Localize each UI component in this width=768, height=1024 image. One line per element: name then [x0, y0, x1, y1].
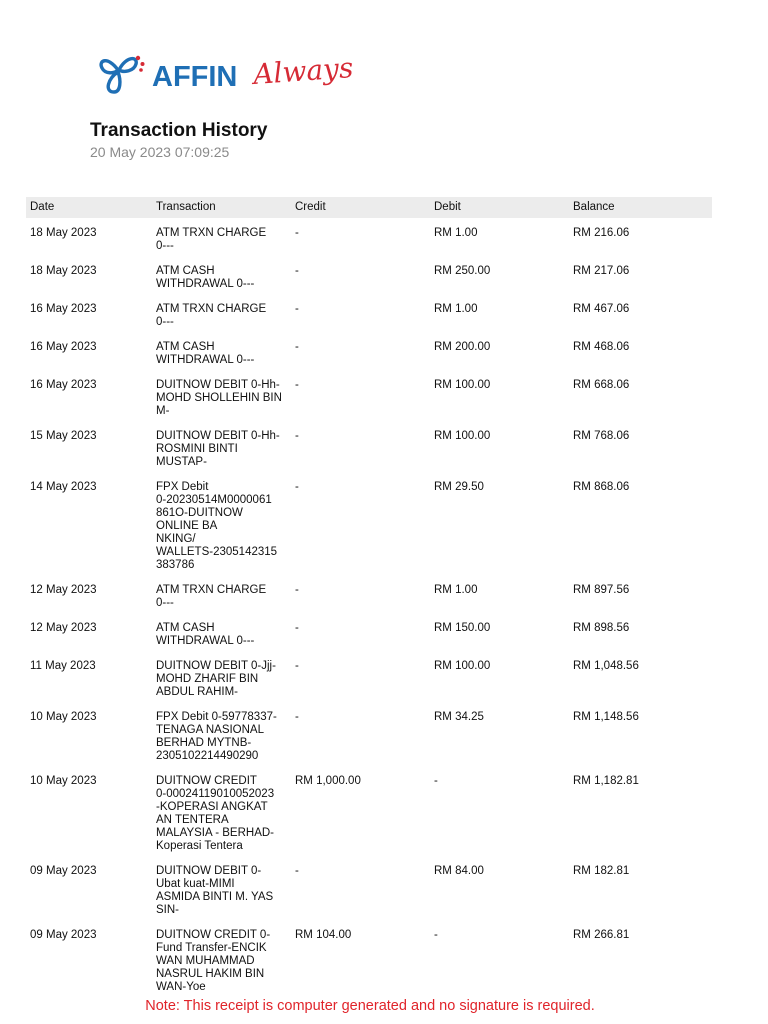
table-row [26, 575, 712, 613]
column-header-date: Date [26, 197, 152, 218]
cell-balance: RM 1,148.56 [573, 711, 639, 723]
cell-transaction: FPX Debit 0-59778337- TENAGA NASIONAL BERHAD MYTNB- 2305102214490290 [156, 711, 277, 762]
table-header-row [26, 197, 712, 218]
cell-balance: RM 1,182.81 [573, 775, 639, 787]
table-row [26, 294, 712, 332]
cell-balance: RM 768.06 [573, 430, 630, 442]
cell-credit: - [295, 584, 299, 596]
column-header-credit: Credit [291, 197, 430, 218]
cell-debit: RM 100.00 [434, 379, 491, 391]
cell-credit: - [295, 865, 299, 877]
cell-date: 10 May 2023 [30, 775, 97, 787]
cell-transaction: FPX Debit 0-20230514M0000061 861O-DUITNOW ONLINE BA NKING/ WALLETS-2305142315 383786 [156, 481, 278, 571]
table-row [26, 332, 712, 370]
cell-debit: RM 250.00 [434, 265, 491, 277]
cell-transaction: ATM CASH WITHDRAWAL 0--- [156, 265, 255, 290]
cell-date: 16 May 2023 [30, 341, 97, 353]
report-timestamp: 20 May 2023 07:09:25 [90, 144, 230, 160]
table-row [26, 702, 712, 766]
cell-date: 09 May 2023 [30, 865, 97, 877]
cell-credit: - [295, 622, 299, 634]
cell-transaction: DUITNOW DEBIT 0-Hh- ROSMINI BINTI MUSTAP- [156, 430, 280, 468]
cell-credit: RM 104.00 [295, 929, 352, 941]
cell-balance: RM 468.06 [573, 341, 630, 353]
cell-date: 15 May 2023 [30, 430, 97, 442]
cell-debit: - [434, 929, 438, 941]
cell-balance: RM 182.81 [573, 865, 630, 877]
cell-debit: RM 34.25 [434, 711, 484, 723]
cell-balance: RM 668.06 [573, 379, 630, 391]
cell-credit: RM 1,000.00 [295, 775, 361, 787]
cell-debit: RM 100.00 [434, 660, 491, 672]
cell-credit: - [295, 481, 299, 493]
brand-name: AFFIN [152, 61, 238, 93]
table-row [26, 856, 712, 920]
cell-credit: - [295, 227, 299, 239]
cell-credit: - [295, 430, 299, 442]
cell-date: 11 May 2023 [30, 660, 96, 672]
cell-transaction: ATM TRXN CHARGE 0--- [156, 227, 267, 252]
cell-transaction: DUITNOW DEBIT 0- Ubat kuat-MIMI ASMIDA BINTI M. YAS SIN- [156, 865, 274, 916]
column-header-transaction: Transaction [152, 197, 291, 218]
cell-date: 18 May 2023 [30, 265, 97, 277]
table-row [26, 421, 712, 472]
cell-balance: RM 467.06 [573, 303, 630, 315]
cell-debit: RM 1.00 [434, 303, 478, 315]
affin-logo [94, 48, 364, 104]
affin-always-logo [94, 48, 364, 104]
table-row [26, 472, 712, 575]
brand-tagline: Always [252, 51, 355, 91]
computer-generated-note: Note: This receipt is computer generated and no signature is required. [145, 998, 595, 1014]
transaction-table [26, 197, 712, 997]
table-row [26, 256, 712, 294]
table-row [26, 613, 712, 651]
table-row [26, 651, 712, 702]
column-header-debit: Debit [430, 197, 569, 218]
cell-balance: RM 217.06 [573, 265, 630, 277]
cell-credit: - [295, 660, 299, 672]
cell-date: 16 May 2023 [30, 303, 97, 315]
cell-credit: - [295, 265, 299, 277]
flower-icon [101, 59, 136, 92]
cell-date: 16 May 2023 [30, 379, 97, 391]
cell-debit: RM 150.00 [434, 622, 491, 634]
cell-debit: RM 200.00 [434, 341, 491, 353]
table-row [26, 370, 712, 421]
cell-transaction: ATM CASH WITHDRAWAL 0--- [156, 341, 255, 366]
cell-credit: - [295, 711, 299, 723]
cell-transaction: DUITNOW CREDIT 0- Fund Transfer-ENCIK WAN MUHAMMAD NASRUL HAKIM BIN WAN-Yoe [156, 929, 271, 993]
column-header-balance: Balance [569, 197, 712, 218]
cell-date: 18 May 2023 [30, 227, 97, 239]
cell-credit: - [295, 341, 299, 353]
cell-transaction: DUITNOW DEBIT 0-Hh- MOHD SHOLLEHIN BIN M- [156, 379, 282, 417]
cell-transaction: DUITNOW DEBIT 0-Jjj- MOHD ZHARIF BIN ABDUL RAHIM- [156, 660, 276, 698]
cell-credit: - [295, 303, 299, 315]
cell-date: 12 May 2023 [30, 584, 97, 596]
cell-debit: RM 29.50 [434, 481, 484, 493]
cell-debit: - [434, 775, 438, 787]
cell-transaction: DUITNOW CREDIT 0-00024119010052023 -KOPERASI ANGKAT AN TENTERA MALAYSIA - BERHAD- Koperasi Tentera [156, 775, 275, 852]
table-row [26, 766, 712, 856]
cell-debit: RM 1.00 [434, 584, 478, 596]
cell-date: 09 May 2023 [30, 929, 97, 941]
cell-balance: RM 216.06 [573, 227, 630, 239]
cell-transaction: ATM TRXN CHARGE 0--- [156, 303, 267, 328]
cell-credit: - [295, 379, 299, 391]
cell-transaction: ATM TRXN CHARGE 0--- [156, 584, 267, 609]
cell-debit: RM 84.00 [434, 865, 484, 877]
cell-balance: RM 897.56 [573, 584, 630, 596]
cell-date: 10 May 2023 [30, 711, 97, 723]
transaction-rows [26, 218, 712, 997]
cell-balance: RM 266.81 [573, 929, 630, 941]
cell-balance: RM 898.56 [573, 622, 630, 634]
cell-debit: RM 1.00 [434, 227, 478, 239]
cell-balance: RM 868.06 [573, 481, 630, 493]
cell-debit: RM 100.00 [434, 430, 491, 442]
cell-date: 14 May 2023 [30, 481, 97, 493]
cell-date: 12 May 2023 [30, 622, 97, 634]
cell-transaction: ATM CASH WITHDRAWAL 0--- [156, 622, 255, 647]
page-title: Transaction History [90, 120, 268, 141]
cell-balance: RM 1,048.56 [573, 660, 639, 672]
table-row [26, 920, 712, 997]
table-row [26, 218, 712, 256]
